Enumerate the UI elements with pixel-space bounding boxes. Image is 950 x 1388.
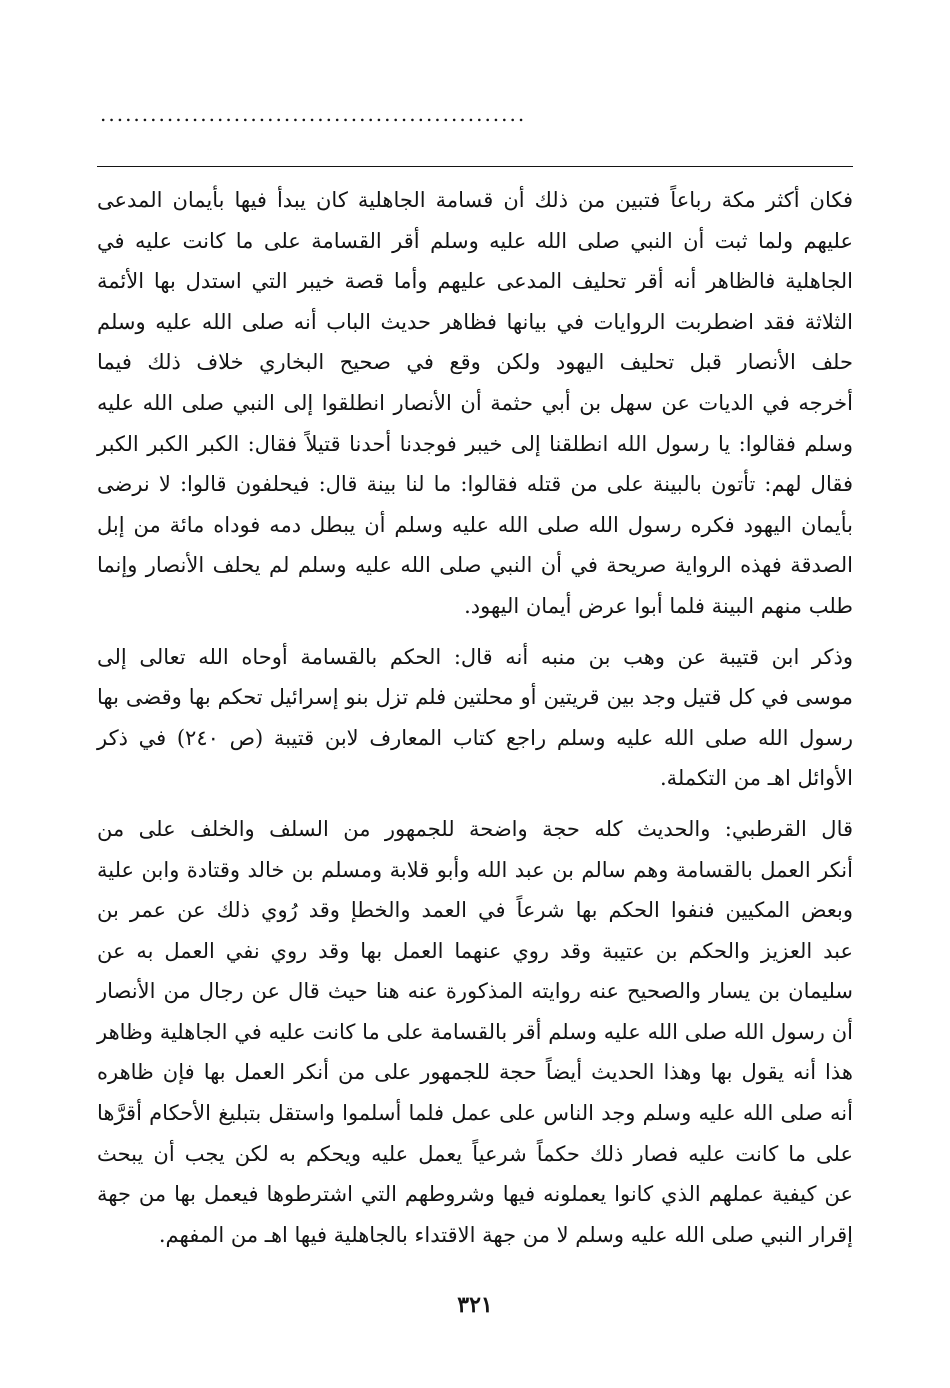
text-line: حلف الأنصار قبل تحليف اليهود ولكن وقع في صحيح البخاري خلاف ذلك فيما bbox=[97, 350, 853, 375]
text-line: قال القرطبي: والحديث كله حجة واضحة للجمهور من السلف والخلف على من bbox=[97, 816, 853, 841]
text-line: سليمان بن يسار والصحيح عنه روايته المذكورة عنه هنا حيث قال عن رجال من الأنصار bbox=[97, 979, 853, 1004]
text-line: وسلم فقالوا: يا رسول الله انطلقنا إلى خيبر فوجدنا أحدنا قتيلاً فقال: الكبر الكبر الكبر bbox=[97, 431, 853, 456]
text-line: أخرجه في الديات عن سهل بن أبي حثمة أن الأنصار انطلقوا إلى النبي صلى الله عليه bbox=[97, 390, 853, 415]
text-line: هذا أنه يقول بها وهذا الحديث أيضاً حجة للجمهور على من أنكر العمل بها فإن ظاهره bbox=[97, 1060, 853, 1085]
text-line: إقرار النبي صلى الله عليه وسلم لا من جهة الاقتداء بالجاهلية فيها اهـ من المفهم. bbox=[158, 1222, 853, 1247]
text-line: عبد العزيز والحكم بن عتيبة وقد روي عنهما العمل بها وقد روي نفي العمل به عن bbox=[97, 938, 853, 963]
paragraph-3 bbox=[97, 809, 853, 1256]
text-line: بأيمان اليهود فكره رسول الله صلى الله عليه وسلم أن يبطل دمه فوداه مائة من إبل bbox=[97, 512, 853, 537]
text-line: وبعض المكيين فنفوا الحكم بها شرعاً في العمد والخطإ وقد رُوي ذلك عن عمر بن bbox=[97, 898, 853, 923]
text-line: الثلاثة فقد اضطربت الروايات في بيانها فظاهر حديث الباب أنه صلى الله عليه وسلم bbox=[97, 309, 853, 334]
text-line: أنه صلى الله عليه وسلم وجد الناس على عمل فلما أسلموا واستقل بتبليغ الأحكام أقرَّها bbox=[97, 1101, 853, 1126]
text-line: عليهم ولما ثبت أن النبي صلى الله عليه وسلم أقر القسامة على ما كانت عليه في bbox=[97, 228, 853, 253]
text-line: طلب منهم البينة فلما أبوا عرض أيمان اليهود. bbox=[464, 593, 853, 618]
text-line: الصدقة فهذه الرواية صريحة في أن النبي صلى الله عليه وسلم لم يحلف الأنصار وإنما bbox=[97, 553, 853, 578]
text-line: على ما كانت عليه فصار ذلك حكماً شرعياً يعمل عليه ويحكم به لكن يجب أن يبحث bbox=[97, 1141, 853, 1166]
paragraph-2 bbox=[97, 637, 853, 799]
text-line: موسى في كل قتيل وجد بين قريتين أو محلتين فلم تزل بنو إسرائيل تحكم بها وقضى بها bbox=[97, 685, 853, 710]
text-line: الأوائل اهـ من التكملة. bbox=[659, 766, 853, 791]
text-line: عن كيفية عملهم الذي كانوا يعملونه فيها وشروطهم التي اشترطوها فيعمل بها من جهة bbox=[97, 1182, 853, 1207]
page-number: ٣٢١ bbox=[457, 1292, 493, 1318]
text-line: رسول الله صلى الله عليه وسلم راجع كتاب المعارف لابن قتيبة (ص ٢٤٠) في ذكر bbox=[97, 725, 853, 750]
header-rule bbox=[97, 166, 853, 167]
text-line: وذكر ابن قتيبة عن وهب بن منبه أنه قال: الحكم بالقسامة أوحاه الله تعالى إلى bbox=[97, 644, 853, 669]
paragraph-1 bbox=[97, 180, 853, 627]
text-line: فقال لهم: تأتون بالبينة على من قتله فقالوا: ما لنا بينة قال: فيحلفون قالوا: لا نرضى bbox=[97, 472, 853, 497]
text-line: الجاهلية فالظاهر أنه أقر تحليف المدعى عليهم وأما قصة خيبر التي استدل بها الأئمة bbox=[97, 269, 853, 294]
header-dotted-line: ................................................... bbox=[100, 102, 527, 126]
text-line: أنكر العمل بالقسامة وهم سالم بن عبد الله وأبو قلابة ومسلم بن خالد وقتادة وابن علية bbox=[97, 857, 853, 882]
paragraph-gap bbox=[97, 799, 853, 809]
page-body bbox=[97, 180, 853, 1255]
text-line: فكان أكثر مكة رباعاً فتبين من ذلك أن قسامة الجاهلية كان يبدأ فيها بأيمان المدعى bbox=[97, 188, 853, 212]
text-line: أن رسول الله صلى الله عليه وسلم أقر بالقسامة على ما كانت عليه في الجاهلية وظاهر bbox=[97, 1019, 853, 1044]
paragraph-gap bbox=[97, 627, 853, 637]
